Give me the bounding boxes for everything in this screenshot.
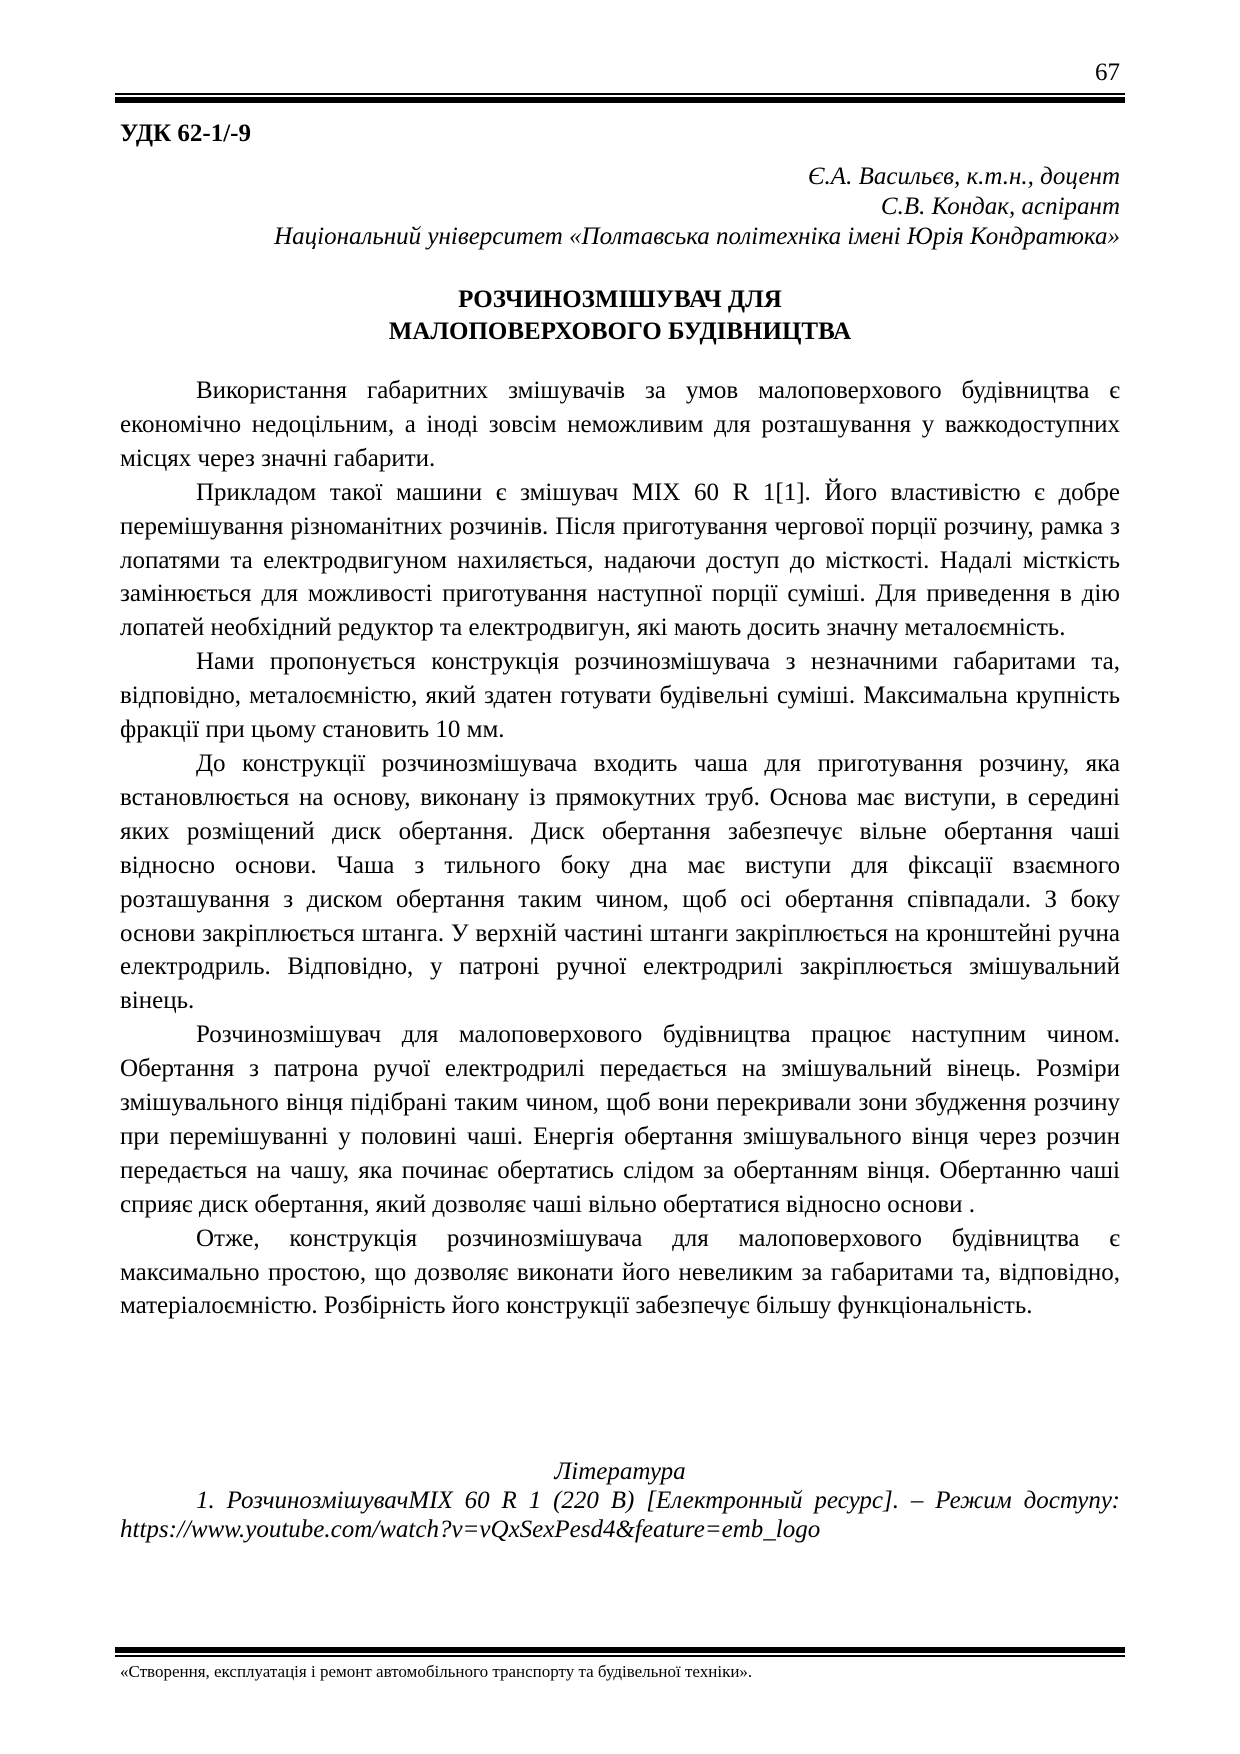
paragraph: Використання габаритних змішувачів за умов малоповерхового будівництва є економічно недоцільним, а іноді зовсім неможливим для розташування у важкодоступних місцях через значні габарити.	[120, 377, 1120, 472]
page-number: 67	[1095, 59, 1120, 86]
paragraph: До конструкції розчинозмішувача входить чаша для приготування розчину, яка встановлюється на основу, виконану із прямокутних труб. Основа має виступи, в середині яких розміщений диск обертання. Диск обертання забезпечує вільне обертання чаші відносно основи. Чаша з тильного боку дна має виступи для фіксації взаємного розташування з диском обертання таким чином, щоб осі обертання співпадали. З боку основи закріплюється штанга. У верхній частині штанги закріплюється на кронштейні ручна електродриль. Відповідно, у патроні ручної електродрилі закріплюється змішувальний вінець.	[120, 749, 1120, 1015]
author-2: С.В. Кондак, аспірант	[880, 193, 1120, 220]
header-rule	[115, 93, 1125, 103]
authors-block	[808, 162, 1120, 222]
paragraph: Нами пропонується конструкція розчинозмішувача з незначними габаритами та, відповідно, металоємністю, який здатен готувати будівельні суміші. Максимальна крупність фракції при цьому становить 10 мм.	[120, 648, 1120, 744]
footer-text: «Створення, експлуатація і ремонт автомобільного транспорту та будівельної техніки».	[120, 1662, 753, 1681]
title-line-1: РОЗЧИНОЗМІШУВАЧ ДЛЯ	[458, 286, 782, 313]
title-line-2: МАЛОПОВЕРХОВОГО БУДІВНИЦТВА	[388, 318, 852, 345]
affiliation: Національний університет «Полтавська політехніка імені Юрія Кондратюка»	[274, 223, 1120, 250]
header-rule-thick	[115, 97, 1125, 103]
body-text	[120, 374, 1120, 1323]
reference-item: 1. РозчинозмішувачMIX 60 R 1 (220 В) [Електронный ресурс]. – Режим доступу: https://www.youtube.com/watch?v=vQxSexPesd4&feature=emb_logo	[120, 1487, 1120, 1543]
paragraph: Прикладом такої машини є змішувач MIX 60 R 1[1]. Його властивістю є добре перемішування різноманітних розчинів. Після приготування чергової порції розчину, рамка з лопатями та електродвигуном нахиляється, надаючи доступ до місткості. Надалі місткість замінюється для можливості приготування наступної порції суміші. Для приведення в дію лопатей необхідний редуктор та електродвигун, які мають досить значну металоємність.	[120, 478, 1120, 642]
footer-rule-thin	[115, 1655, 1125, 1657]
paragraph: Розчинозмішувач для малоповерхового будівництва працює наступним чином. Обертання з патрона ручої електродрилі передається на змішувальний вінець. Розміри змішувального вінця підібрані таким чином, щоб вони перекривали зони збудження розчину при перемішуванні у половині чаші. Енергія обертання змішувального вінця через розчин передається на чашу, яка починає обертатись слідом за обертанням вінця. Обертанню чаші сприяє диск обертання, який дозволяє чаші вільно обертатися відносно основи .	[120, 1021, 1120, 1218]
footer-rule	[115, 1647, 1125, 1657]
paragraph: Отже, конструкція розчинозмішувача для малоповерхового будівництва є максимально простою, що дозволяє виконати його невеликим за габаритами та, відповідно, матеріалоємністю. Розбірність його конструкції забезпечує більшу функціональність.	[120, 1224, 1120, 1320]
paper-title	[120, 284, 1120, 348]
udk-code: УДК 62-1/-9	[120, 120, 251, 147]
literature-heading: Література	[554, 1458, 686, 1485]
author-1: Є.А. Васильєв, к.т.н., доцент	[807, 163, 1120, 190]
